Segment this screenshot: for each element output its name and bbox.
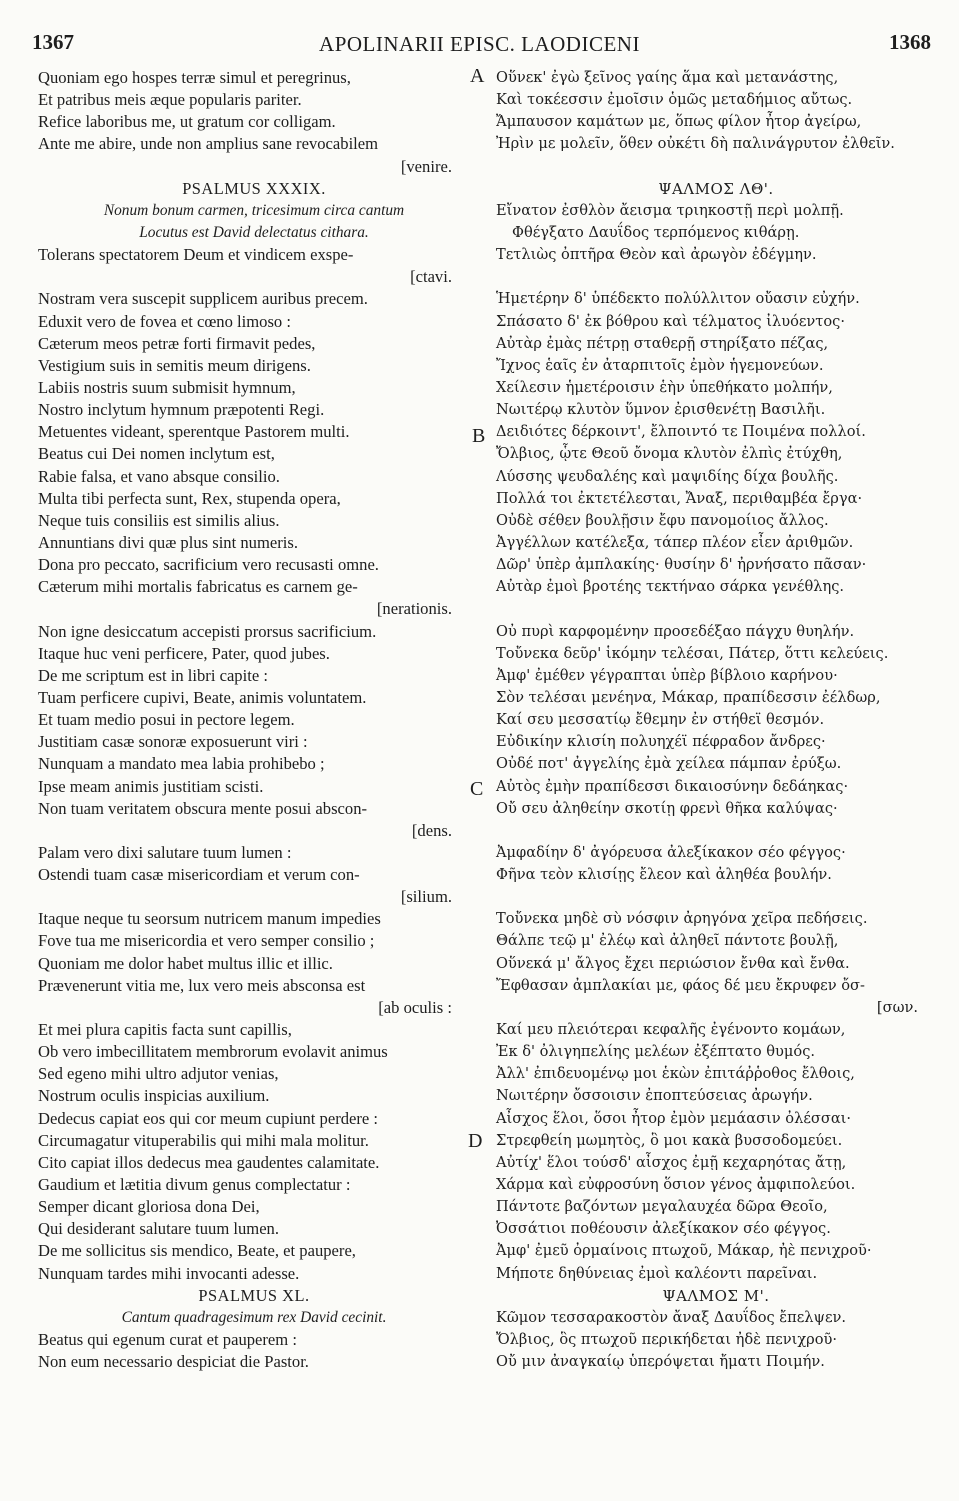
latin-line: Labiis nostris suum submisit hymnum, [38, 377, 296, 397]
margin-mark-a: A [470, 65, 485, 87]
greek-line: Οὐδὲ σέθεν βουλῇσιν ἔφυ πανομοίιος ἄλλος. [496, 511, 829, 529]
greek-line: Ἀμφ' ἐμέθεν γέγραπται ὑπὲρ βίβλοιο καρήνου· [496, 666, 838, 684]
greek-line: Μήποτε δηθύνειας ἐμοὶ καλέοντι παρεῖναι. [496, 1264, 818, 1282]
greek-line: Δῶρ' ὑπὲρ ἀμπλακίης· θυσίην δ' ἠρνήσατο πᾶσαν· [496, 556, 867, 574]
latin-line: Nostram vera suscepit supplicem auribus precem. [38, 289, 368, 309]
latin-line-continuation: [ab oculis : [378, 997, 452, 1017]
latin-psalm-subtitle: Cantum quadragesimum rex David cecinit. [121, 1308, 387, 1326]
latin-line: Ipse meam animis justitiam scisti. [38, 776, 264, 796]
greek-line: Ἀμφαδίην δ' ἀγόρευσα ἀλεξίκακον σέο φέγγος· [496, 843, 846, 861]
latin-line: Dona pro peccato, sacrificium vero recusasti omne. [38, 555, 379, 575]
latin-column [38, 67, 470, 1373]
latin-line: Multa tibi perfecta sunt, Rex, stupenda opera, [38, 488, 341, 508]
latin-line: De me sollicitus sis mendico, Beate, et paupere, [38, 1241, 356, 1261]
greek-line: Ἔφθασαν ἀμπλακίαι με, φάος δέ μευ ἔκρυφεν ὄσ- [496, 976, 865, 994]
greek-line: Φθέγξατο Δαυΐδος τερπόμενος κιθάρῃ. [512, 223, 800, 241]
greek-line: Καὶ τοκέεσσιν ἐμοῖσιν ὁμῶς μεταδήμιος αὔτως. [496, 91, 853, 109]
latin-line: Fove tua me misericordia et vero semper consilio ; [38, 931, 375, 951]
greek-psalm-heading: ΨΑΛΜΟΣ Μ'. [662, 1286, 770, 1305]
greek-line: Καί σευ μεσσατίῳ ἔθεμην ἐν στήθεϊ θεσμόν. [496, 711, 825, 729]
latin-line: Prævenerunt vitia me, lux vero meis absconsa est [38, 975, 366, 995]
greek-line: Σὸν τελέσαι μενέηνα, Μάκαρ, πραπίδεσσιν ἐέλδωρ, [496, 688, 881, 706]
latin-line-continuation: [dens. [411, 820, 452, 840]
latin-line: Ob vero imbecillitatem membrorum evolavit animus [38, 1042, 388, 1062]
margin-mark-d: D [468, 1130, 483, 1152]
spacer [496, 266, 936, 288]
greek-line: Οὕνεκά μ' ἄλγος ἔχει περιώσιον ἔνθα καὶ ἔνθα. [496, 954, 850, 972]
latin-line-continuation: [ctavi. [410, 267, 452, 287]
latin-line: Et tuam medio posui in pectore legem. [38, 710, 295, 730]
latin-line: Nostrum oculis inspicias auxilium. [38, 1086, 270, 1106]
greek-line: Ὄλβιος, ὃς πτωχοῦ περικήδεται ἠδὲ πενιχροῦ· [496, 1331, 838, 1349]
greek-line: Χάρμα καὶ εὐφροσύνη ὅσιον γένος ἀμφιπολεύοι. [496, 1176, 856, 1194]
greek-line: Πολλά τοι ἐκτετέλεσται, Ἄναξ, περιθαμβέα ἔργα· [496, 489, 863, 507]
latin-line: Quoniam me dolor habet multus illic et illic. [38, 953, 333, 973]
greek-line: Οὐ πυρὶ καρφομένην προσεδέξαο πάγχυ θυηλήν. [496, 622, 855, 640]
latin-psalm-subtitle: Locutus est David delectatus cithara. [139, 223, 369, 241]
spacer [496, 598, 936, 620]
spacer [496, 886, 936, 908]
greek-line: Ὀσσάτιοι ποθέουσιν ἀλεξίκακον σέο φέγγος. [496, 1220, 831, 1238]
greek-line: Ἐκ δ' ὀλιγηπελίης μελέων ἐξέπτατο θυμός. [496, 1043, 816, 1061]
latin-line: Refice laboribus me, ut gratum cor colligam. [38, 112, 336, 132]
greek-line: Εἴνατον ἐσθλὸν ἄεισμα τριηκοστῇ περὶ μολπῇ. [496, 201, 844, 219]
latin-line-continuation: [silium. [400, 887, 452, 907]
greek-line: Ὄλβιος, ᾧτε Θεοῦ ὄνομα κλυτὸν ἐλπὶς ἐτύχθη, [496, 445, 843, 463]
spacer [496, 820, 936, 842]
greek-line-continuation: [σων. [876, 998, 918, 1016]
latin-line: Sed egeno mihi ultro adjutor venias, [38, 1064, 279, 1084]
greek-line: Χείλεσιν ἡμετέροισιν ἑὴν ὑπεθήκατο μολπήν, [496, 378, 833, 396]
greek-line: Ἠρὶν με μολεῖν, ὅθεν οὐκέτι δὴ παλινάγρυτον ἐλθεῖν. [496, 135, 895, 153]
greek-line: Οὐδέ ποτ' ἀγγελίης ἐμὰ χείλεα πάμπαν ἐρύξω. [496, 755, 842, 773]
latin-line: Tolerans spectatorem Deum et vindicem exspe- [38, 245, 354, 265]
latin-line: Nostro inclytum hymnum præpotenti Regi. [38, 400, 325, 420]
running-title: APOLINARII EPISC. LAODICENI [319, 32, 640, 56]
latin-line: Beatus cui Dei nomen inclytum est, [38, 444, 275, 464]
latin-psalm-subtitle: Nonum bonum carmen, tricesimum circa cantum [103, 201, 405, 219]
latin-line: Cæterum meos petræ forti firmavit pedes, [38, 333, 316, 353]
spacer [496, 156, 936, 178]
latin-line: Beatus qui egenum curat et pauperem : [38, 1330, 297, 1350]
greek-line: Εὐδικίην κλισίη πολυηχέϊ πέφραδον ἄνδρες· [496, 733, 826, 751]
latin-line: Non eum necessario despiciat die Pastor. [38, 1352, 309, 1372]
greek-line: Οὔ σευ ἀληθείην σκοτίῃ φρενὶ θῆκα καλύψας· [496, 799, 838, 817]
greek-line: Αὐτίχ' ἕλοι τούσδ' αἶσχος ἐμῇ κεχαρηότας ἄτῃ, [496, 1153, 847, 1171]
latin-line: Ostendi tuam casæ misericordiam et verum con- [38, 865, 360, 885]
latin-line: Et patribus meis æque popularis pariter. [38, 90, 302, 110]
latin-line: Ante me abire, unde non amplius sane revocabilem [38, 134, 379, 154]
greek-psalm-heading: ΨΑΛΜΟΣ ΛΘ'. [658, 179, 774, 198]
greek-line: Ἴχνος ἑαῖς ἐν ἀταρπιτοῖς ἐμὸν ἡγεμονεύων. [496, 356, 824, 374]
greek-line: Ἀμφ' ἐμεῦ ὀρμαίνοις πτωχοῦ, Μάκαρ, ἠὲ πενιχροῦ· [496, 1242, 872, 1260]
running-header [0, 30, 959, 62]
greek-column [496, 67, 936, 1373]
latin-line: Palam vero dixi salutare tuum lumen : [38, 842, 292, 862]
latin-line-continuation: [nerationis. [376, 599, 452, 619]
greek-line: Αὐτὰρ ἐμοὶ βροτέης τεκτήναο σάρκα γενέθλης. [496, 578, 845, 596]
greek-line: Τοὔνεκα δεῦρ' ἱκόμην τελέσαι, Πάτερ, ὅττι κελεύεις. [496, 644, 889, 662]
latin-line: Itaque neque tu seorsum nutricem manum impedies [38, 909, 381, 929]
latin-line: Semper dicant gloriosa dona Dei, [38, 1197, 260, 1217]
greek-line: Αὐτὸς ἐμὴν πραπίδεσσι δικαιοσύνην δεδάηκας· [496, 777, 849, 795]
greek-line: Λύσσης ψευδαλέης καὶ μαψιδίης δίχα βουλῆς. [496, 467, 839, 485]
latin-line: Nunquam a mandato mea labia prohibebo ; [38, 754, 325, 774]
latin-line: Eduxit vero de fovea et cœno limoso : [38, 311, 291, 331]
greek-line: Ἄμπαυσον καμάτων με, ὅπως φίλον ἦτορ ἀγείρω, [496, 113, 862, 131]
greek-line: Νωιτέρῳ κλυτὸν ὕμνον ἐρισθενέτῃ Βασιλῆι. [496, 401, 826, 419]
latin-line: Cæterum mihi mortalis fabricatus es carnem ge- [38, 577, 358, 597]
latin-psalm-heading: PSALMUS XXXIX. [182, 178, 326, 198]
page-number-right: 1368 [889, 30, 931, 54]
margin-mark-c: C [470, 778, 484, 800]
latin-line: Itaque huc veni perficere, Pater, quod jubes. [38, 643, 330, 663]
latin-line: Metuentes videant, sperentque Pastorem multi. [38, 422, 350, 442]
latin-line: Non tuam veritatem obscura mente posui abscon- [38, 798, 368, 818]
greek-line: Ἀλλ' ἐπιδευομένῳ μοι ἑκὼν ἐπιτάῤῥοθος ἔλθοις, [496, 1065, 855, 1083]
greek-line: Οὕνεκ' ἐγὼ ξεῖνος γαίης ἅμα καὶ μετανάστης, [496, 69, 839, 86]
latin-line: Circumagatur vituperabilis qui mihi mala molitur. [38, 1130, 369, 1150]
greek-line: Δειδιότες δέρκοιντ', ἔλποιντό τε Ποιμένα πολλοί. [496, 423, 866, 441]
greek-line: Ἀγγέλλων κατέλεξα, τάπερ πλέον εἶεν ἀριθμῶν. [496, 533, 854, 551]
latin-line: Justitiam casæ sonoræ exposuerunt viri : [38, 732, 308, 752]
greek-line: Αὐτὰρ ἐμὰς πέτρῃ σταθερῇ στηρίξατο πέζας, [496, 334, 829, 352]
latin-line: Dedecus capiat eos qui cor meum cupiunt perdere : [38, 1108, 379, 1128]
latin-line: De me scriptum est in libri capite : [38, 665, 268, 685]
greek-line: Κῶμον τεσσαρακοστὸν ἄναξ Δαυΐδος ἔπελψεν. [496, 1308, 847, 1326]
latin-line: Annuntians divi quæ plus sint numeris. [38, 532, 298, 552]
latin-line: Rabie falsa, et vano absque consilio. [38, 466, 280, 486]
latin-line: Nunquam tardes mihi invocanti adesse. [38, 1263, 300, 1283]
greek-line: Οὔ μιν ἀναγκαίῳ ὑπερόψεται ἤματι Ποιμήν. [496, 1353, 825, 1371]
latin-line-continuation: [venire. [400, 156, 452, 176]
greek-line: Αἶσχος ἕλοι, ὅσοι ἦτορ ἐμὸν μεμάασιν ὀλέσσαι· [496, 1109, 852, 1127]
greek-line: Φῆνα τεὸν κλισίῃς ἔλεον καὶ ἀληθέα βουλήν. [496, 866, 832, 884]
greek-line: Σπάσατο δ' ἐκ βόθρου καὶ τέλματος ἰλυόεντος· [496, 312, 845, 330]
latin-line: Tuam perficere cupivi, Beate, animis voluntatem. [38, 687, 367, 707]
greek-line: Πάντοτε βαζόντων μεγαλαυχέα δῶρα Θεοῖο, [496, 1198, 828, 1216]
latin-line: Cito capiat illos dedecus mea gaudentes calamitate. [38, 1152, 380, 1172]
latin-line: Qui desiderant salutare tuum lumen. [38, 1219, 280, 1239]
latin-line: Et mei plura capitis facta sunt capillis, [38, 1020, 292, 1040]
greek-line: Νωιτέρην ὄσσοισιν ἐποπτεύσειας ἀρωγήν. [496, 1087, 813, 1105]
greek-line: Στρεφθείη μωμητὸς, ὃ μοι κακὰ βυσσοδομεύει. [496, 1131, 843, 1149]
latin-line: Vestigium suis in semitis meum dirigens. [38, 355, 311, 375]
margin-mark-b: B [472, 425, 486, 447]
greek-line: Τοὔνεκα μηδὲ σὺ νόσφιν ἀρηγόνα χεῖρα πεδήσεις. [496, 910, 868, 928]
latin-line: Gaudium et lætitia divum genus complectatur : [38, 1175, 351, 1195]
greek-line: Τετλιὼς ὀπτῆρα Θεὸν καὶ ἀρωγὸν ἐδέγμην. [496, 246, 817, 264]
latin-psalm-heading: PSALMUS XL. [198, 1285, 310, 1305]
greek-line: Ἡμετέρην δ' ὑπέδεκτο πολύλλιτον οὔασιν εὐχήν. [496, 290, 860, 308]
page-number-left: 1367 [32, 30, 74, 54]
latin-line: Neque tuis consiliis est similis alius. [38, 510, 280, 530]
latin-line: Non igne desiccatum accepisti prorsus sacrificium. [38, 621, 377, 641]
greek-line: Θάλπε τεῷ μ' ἐλέῳ καὶ ἀληθεῖ πάντοτε βουλῇ, [496, 932, 839, 950]
latin-line: Quoniam ego hospes terræ simul et peregrinus, [38, 68, 351, 87]
greek-line: Καί μευ πλειότεραι κεφαλῆς ἐγένοντο κομάων, [496, 1021, 846, 1039]
